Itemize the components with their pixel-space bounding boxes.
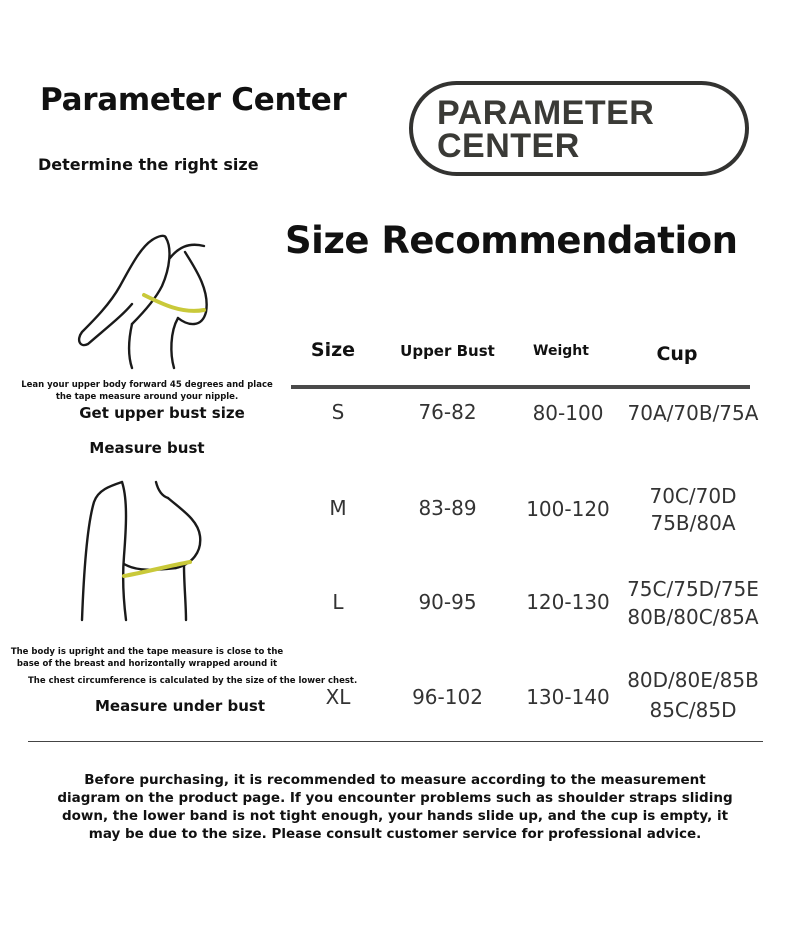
row-l-cup-line-1: 75C/75D/75E xyxy=(627,577,759,601)
row-xl-cup-line-1: 80D/80E/85B xyxy=(627,668,759,692)
section-title: Size Recommendation xyxy=(285,219,738,262)
badge-line-1: PARAMETER xyxy=(437,94,655,132)
header-size: Size xyxy=(310,339,356,361)
row-l-weight: 120-130 xyxy=(526,590,610,614)
under-bust-caption-line-3: The chest circumference is calculated by the size of the lower chest. xyxy=(28,676,358,686)
row-m-size: M xyxy=(329,496,347,520)
row-s-size: S xyxy=(331,400,345,424)
row-m-cup-line-1: 70C/70D xyxy=(649,484,737,508)
page-subtitle: Determine the right size xyxy=(38,155,259,174)
measure-bust-label: Measure bust xyxy=(89,439,205,457)
row-xl-size: XL xyxy=(325,685,351,709)
upper-bust-label: Get upper bust size xyxy=(79,404,245,422)
purchase-note xyxy=(40,771,750,843)
bottom-divider xyxy=(28,741,763,742)
row-xl-cup-line-2: 85C/85D xyxy=(649,698,737,722)
note-line-1: Before purchasing, it is recommended to measure according to the measurement xyxy=(84,772,706,788)
header-cup: Cup xyxy=(656,343,698,365)
row-s-cup: 70A/70B/75A xyxy=(627,401,759,425)
under-bust-label: Measure under bust xyxy=(94,697,266,715)
note-line-3: down, the lower band is not tight enough, your hands slide up, and the cup is empty, it xyxy=(61,808,729,824)
header-upper-bust: Upper Bust xyxy=(400,342,495,360)
row-l-upper-bust: 90-95 xyxy=(418,590,477,614)
row-m-cup-line-2: 75B/80A xyxy=(650,511,736,535)
row-xl-weight: 130-140 xyxy=(526,685,610,709)
row-xl-upper-bust: 96-102 xyxy=(412,685,483,709)
page-title: Parameter Center xyxy=(40,82,347,118)
badge-line-2: CENTER xyxy=(437,127,580,165)
upper-bust-caption-line-1: Lean your upper body forward 45 degrees and place xyxy=(21,380,273,390)
header-weight: Weight xyxy=(533,343,589,359)
row-s-weight: 80-100 xyxy=(532,401,604,425)
parameter-center-badge xyxy=(409,81,749,176)
row-l-cup-line-2: 80B/80C/85A xyxy=(627,605,759,629)
under-bust-caption-line-2: base of the breast and horizontally wrapped around it xyxy=(16,659,278,669)
badge-text xyxy=(437,94,655,165)
under-bust-caption xyxy=(10,646,284,670)
row-m-upper-bust: 83-89 xyxy=(418,496,477,520)
upper-bust-figure-icon xyxy=(70,228,220,374)
note-line-2: diagram on the product page. If you encounter problems such as shoulder straps sliding xyxy=(57,790,733,806)
note-line-4: may be due to the size. Please consult customer service for professional advice. xyxy=(88,826,702,842)
under-bust-figure-icon xyxy=(76,476,212,624)
table-header-divider xyxy=(291,385,750,389)
upper-bust-caption-line-2: the tape measure around your nipple. xyxy=(55,392,239,402)
row-l-size: L xyxy=(332,590,344,614)
upper-bust-caption xyxy=(18,379,276,403)
row-s-upper-bust: 76-82 xyxy=(418,400,477,424)
under-bust-caption-line-1: The body is upright and the tape measure is close to the xyxy=(10,647,284,657)
row-m-weight: 100-120 xyxy=(526,497,610,521)
